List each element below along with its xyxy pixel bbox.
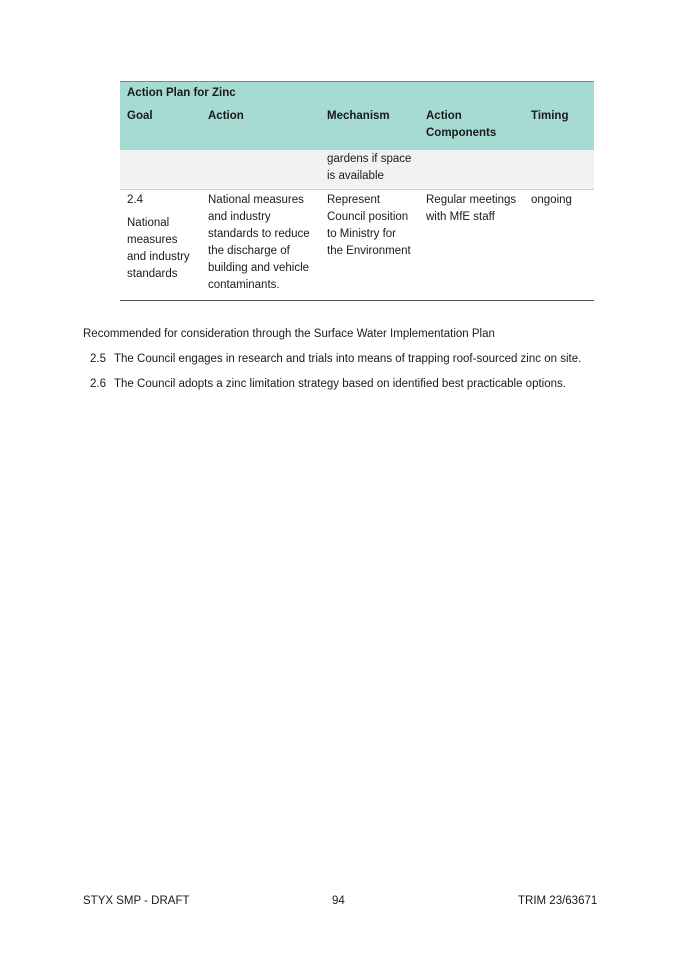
recommendation-number: 2.6 [90,378,106,390]
footer-page-number: 94 [332,895,345,907]
recommendation-item [90,351,581,368]
cell-components: Regular meetings with MfE staff [419,190,524,301]
cell-action [201,150,320,190]
cell-action: National measures and industry standards to reduce the discharge of building and vehicle contaminants. [201,190,320,301]
cell-timing [524,150,594,190]
header-action: Action [201,105,320,150]
header-goal: Goal [120,105,201,150]
recommendation-intro: Recommended for consideration through the Surface Water Implementation Plan [83,328,495,340]
action-plan-table [120,81,594,301]
recommendation-item [90,376,566,393]
goal-text: National measures and industry standards [127,217,190,280]
action-plan-table-container [120,81,594,301]
cell-mechanism: Represent Council position to Ministry for the Environment [320,190,419,301]
cell-components [419,150,524,190]
header-timing: Timing [524,105,594,150]
recommendation-number: 2.5 [90,353,106,365]
table-title: Action Plan for Zinc [120,82,594,106]
table-row [120,190,594,301]
cell-goal [120,190,201,301]
table-title-row [120,82,594,106]
footer-document-title: STYX SMP - DRAFT [83,895,190,907]
header-action-components: Action Components [419,105,524,150]
header-mechanism: Mechanism [320,105,419,150]
table-row-continued [120,150,594,190]
recommendation-text: The Council engages in research and trials into means of trapping roof-sourced zinc on site. [114,353,582,365]
footer-trim-reference: TRIM 23/63671 [518,895,598,907]
cell-goal [120,150,201,190]
cell-mechanism: gardens if space is available [320,150,419,190]
cell-timing: ongoing [524,190,594,301]
recommendation-text: The Council adopts a zinc limitation strategy based on identified best practicable options. [114,378,566,390]
goal-number: 2.4 [127,194,143,206]
table-header-row [120,105,594,150]
